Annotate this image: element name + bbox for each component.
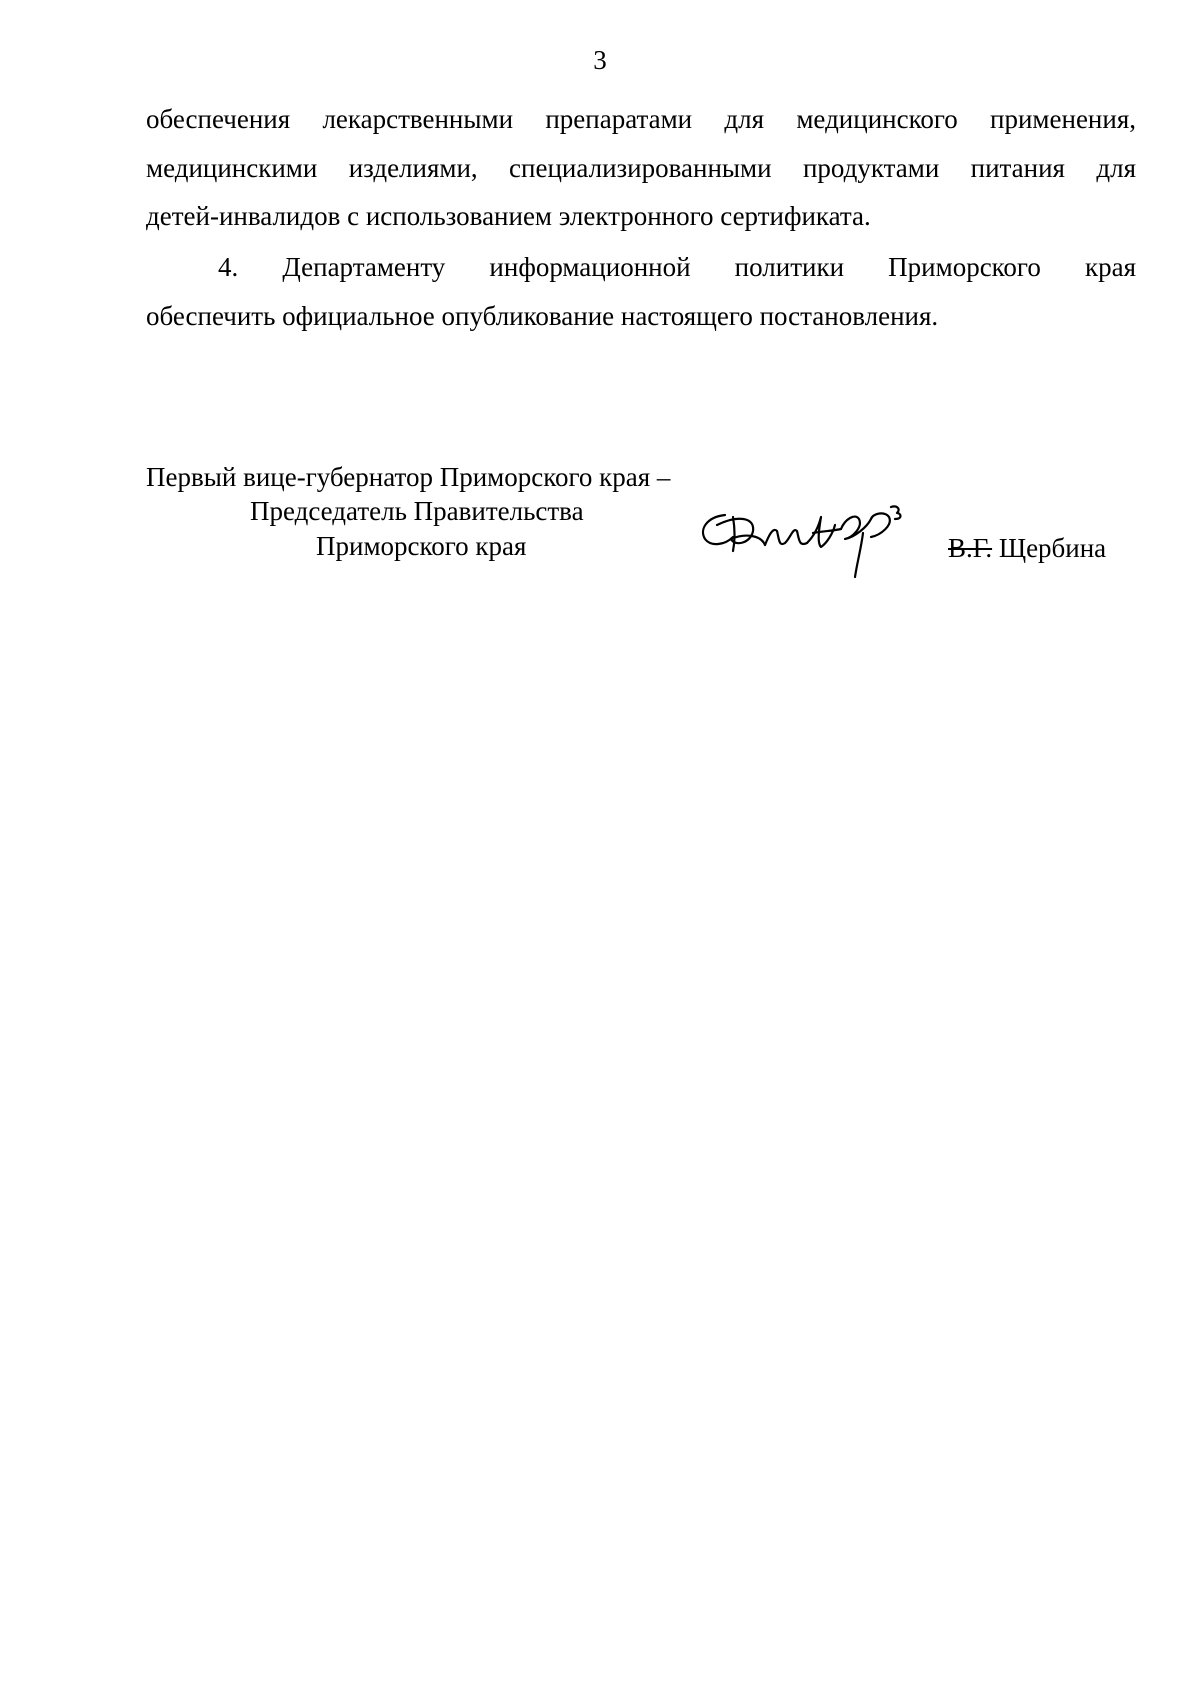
paragraph-continuation (146, 95, 1136, 241)
paragraph-line: обеспечения лекарственными препаратами для медицинского применения, (146, 104, 1136, 134)
paragraph-line: 4. Департаменту информационной политики Приморского края (218, 252, 1136, 282)
paragraph-line: медицинскими изделиями, специализированными продуктами питания для (146, 152, 1136, 183)
signatory-title-line: Приморского края (316, 531, 527, 561)
signatory-title-line: Председатель Правительства (250, 496, 584, 526)
signer-surname: Щербина (992, 533, 1107, 563)
page-number: 3 (593, 45, 607, 75)
paragraph-line: детей-инвалидов с использованием электронного сертификата. (146, 201, 871, 231)
signer-name (948, 531, 1106, 565)
paragraph-line: обеспечить официальное опубликование настоящего постановления. (146, 300, 939, 331)
signatory-title-line: Первый вице-губернатор Приморского края – (146, 462, 671, 492)
handwritten-signature-icon (695, 497, 935, 589)
paragraph-item-4 (146, 243, 1136, 340)
signer-initials: В.Г. (948, 533, 993, 563)
